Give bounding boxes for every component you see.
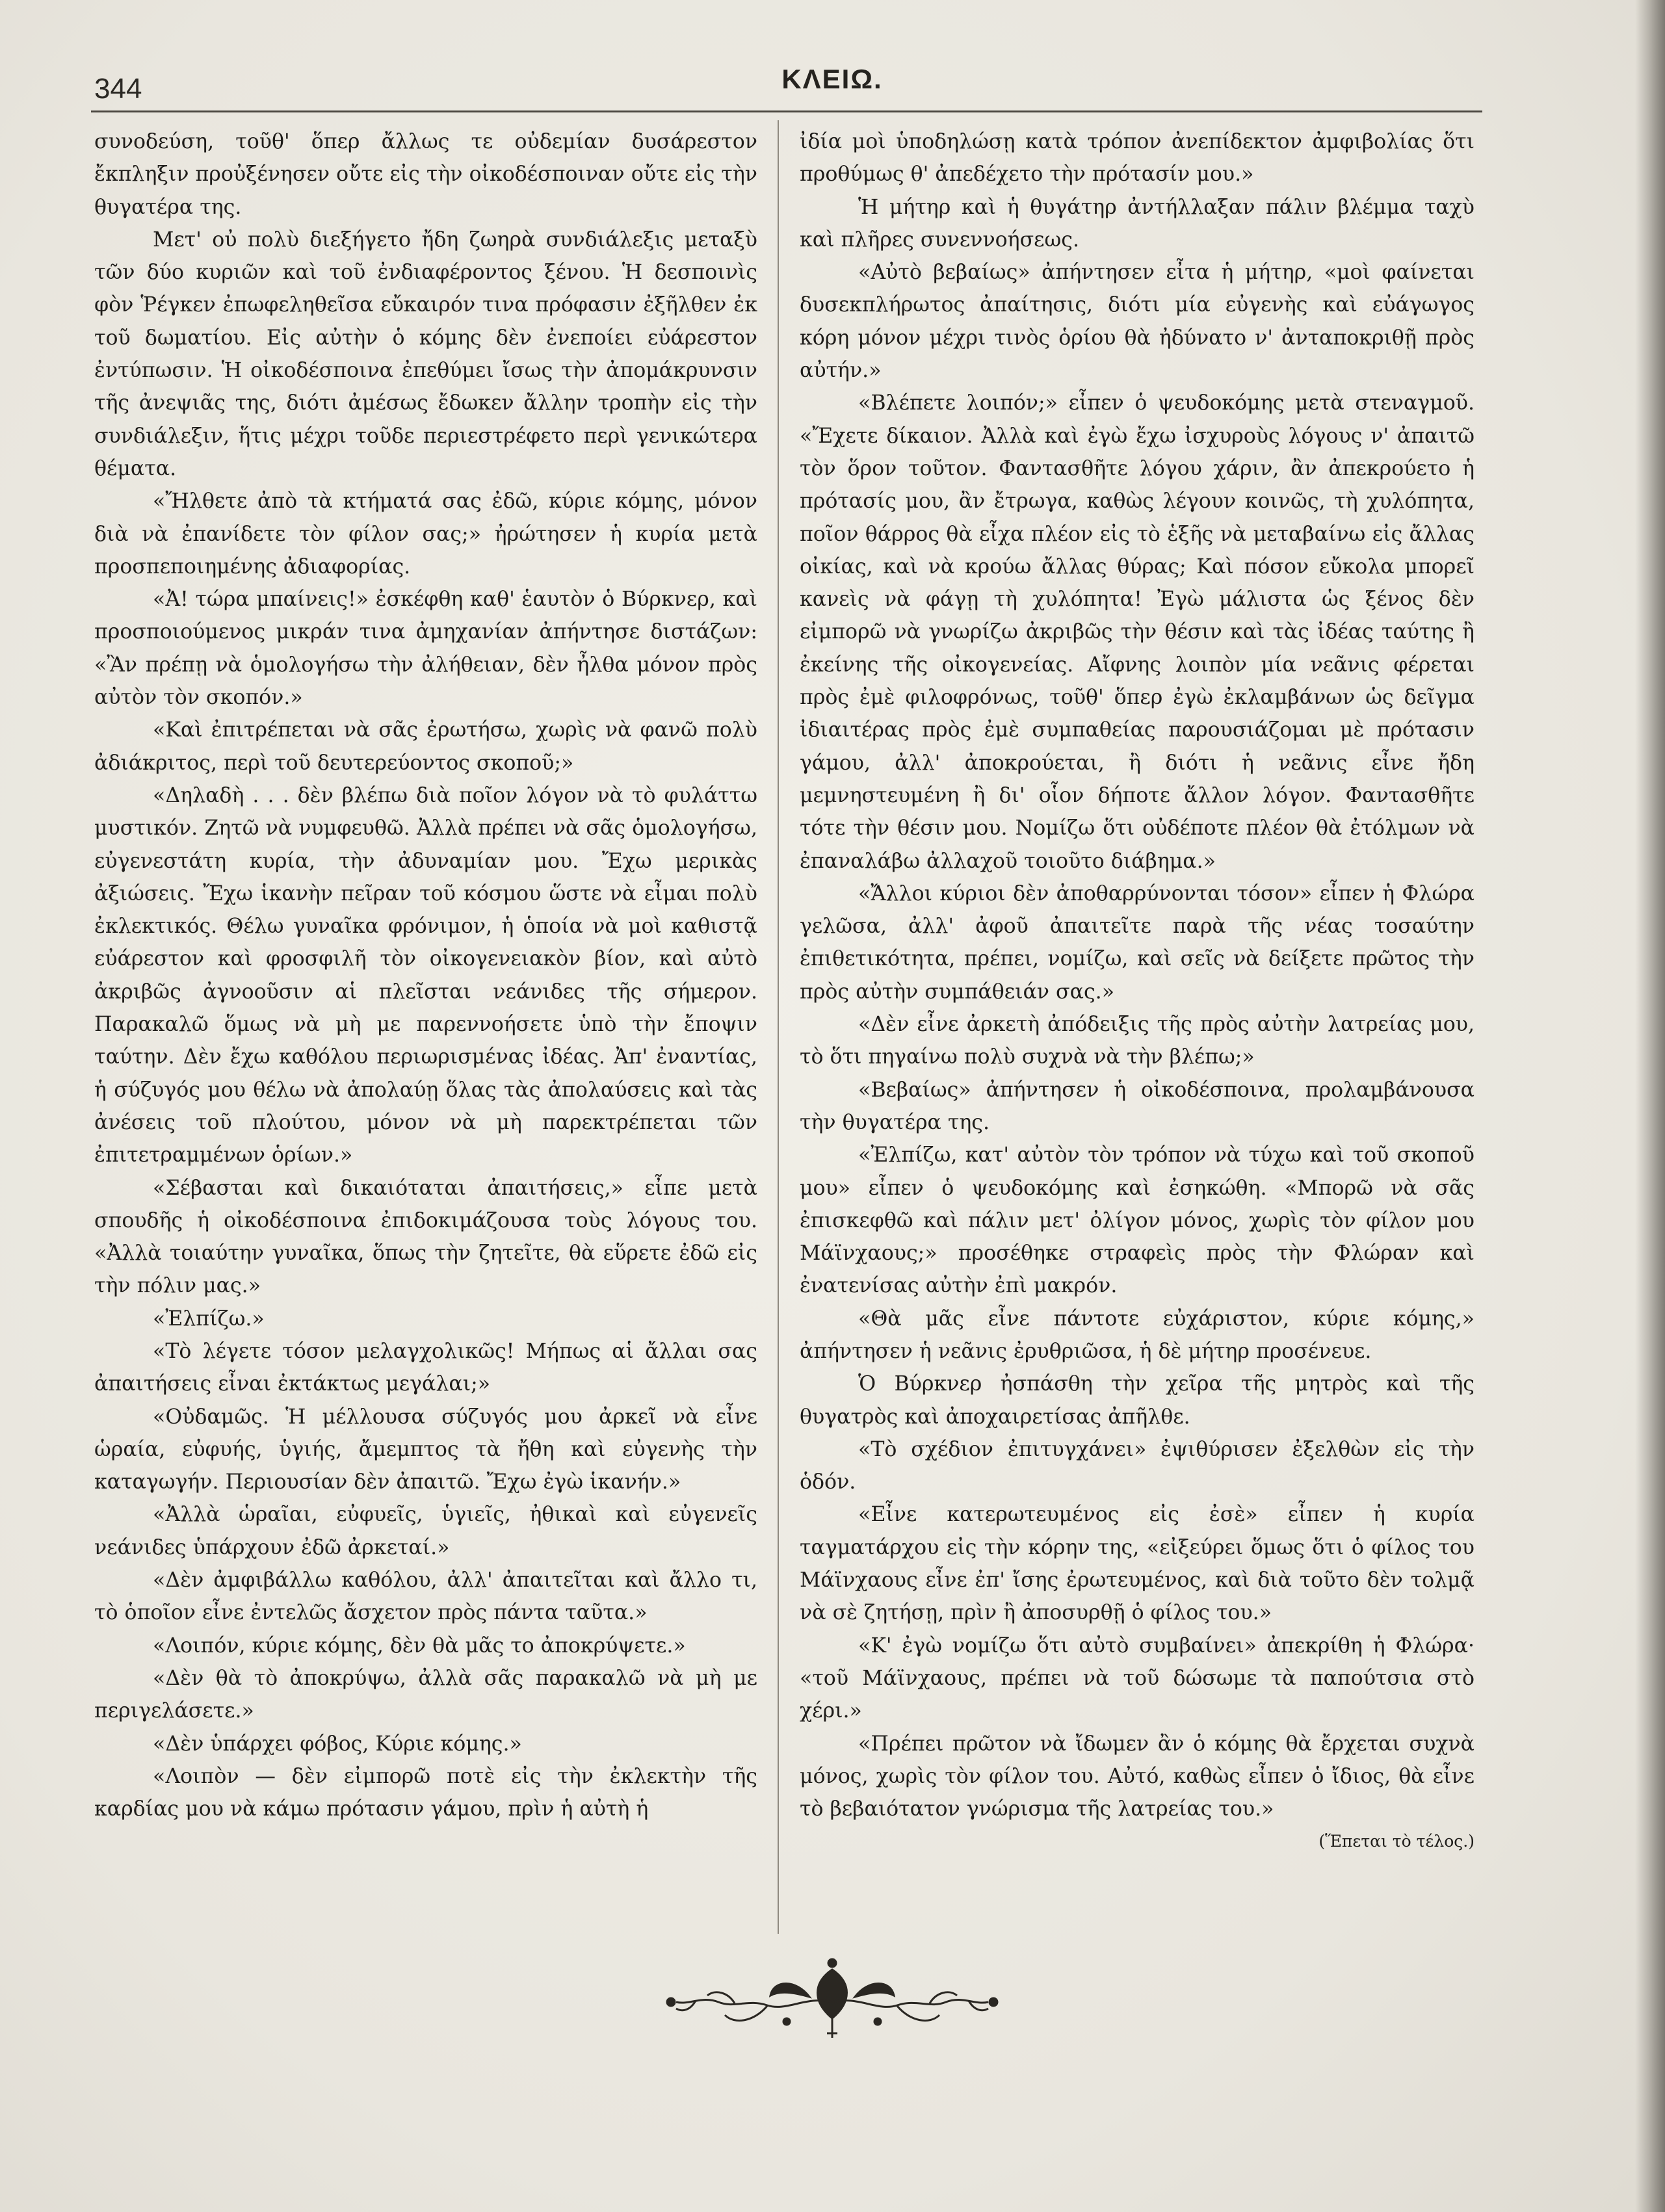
continued-note: (Ἕπεται τὸ τέλος.): [1318, 1832, 1475, 1851]
binding-shadow: [1635, 0, 1665, 2212]
paragraph: Ὁ Βύρκνερ ἠσπάσθη τὴν χεῖρα τῆς μητρὸς καὶ τῆς θυγατρὸς καὶ ἀποχαιρετίσας ἀπῆλθε.: [800, 1372, 1475, 1429]
paragraph: «Οὐδαμῶς. Ἡ μέλλουσα σύζυγός μου ἀρκεῖ νὰ εἶνε ὡραία, εὐφυής, ὑγιής, ἄμεμπτος τὰ ἤθη καὶ εὐγενὴς τὴν καταγωγήν. Περιουσίαν δὲν ἀπαιτῶ. Ἔχω ἐγὼ ἱκανήν.»: [94, 1405, 757, 1494]
column-divider: [778, 120, 779, 1934]
paragraph: [800, 1728, 1475, 1851]
paragraph: «Δὲν ἀμφιβάλλω καθόλου, ἀλλ' ἀπαιτεῖται καὶ ἄλλο τι, τὸ ὁποῖον εἶνε ἐντελῶς ἄσχετον πρὸς πάντα ταῦτα.»: [94, 1568, 757, 1625]
paragraph: «Κ' ἐγὼ νομίζω ὅτι αὐτὸ συμβαίνει» ἀπεκρίθη ἡ Φλώρα· «τοῦ Μάϊνχαους, πρέπει νὰ τοῦ δώσωμε τὰ παπούτσια στὸ χέρι.»: [800, 1633, 1475, 1723]
paragraph: «Ἐλπίζω.»: [153, 1307, 265, 1331]
paragraph: «Λοιπόν, κύριε κόμης, δὲν θὰ μᾶς το ἀποκρύψετε.»: [153, 1633, 686, 1658]
paragraph: «Ἀλλὰ ὡραῖαι, εὐφυεῖς, ὑγιεῖς, ἠθικαὶ καὶ εὐγενεῖς νεάνιδες ὑπάρχουν ἐδῶ ἀρκεταί.»: [94, 1503, 757, 1559]
paragraph: «Λοιπὸν — δὲν εἰμπορῶ ποτὲ εἰς τὴν ἐκλεκτὴν τῆς καρδίας μου νὰ κάμω πρότασιν γάμου, πρὶν ἡ αὐτὴ ἡ: [94, 1764, 757, 1821]
paragraph: «Τὸ λέγετε τόσον μελαγχολικῶς! Μήπως αἱ ἄλλαι σας ἀπαιτήσεις εἶναι ἐκτάκτως μεγάλαι;»: [94, 1339, 757, 1396]
paragraph: «Δὲν θὰ τὸ ἀποκρύψω, ἀλλὰ σᾶς παρακαλῶ νὰ μὴ με περιγελάσετε.»: [94, 1666, 757, 1723]
left-column: [94, 125, 757, 1825]
paragraph: «Ἐλπίζω, κατ' αὐτὸν τὸν τρόπον νὰ τύχω καὶ τοῦ σκοποῦ μου» εἶπεν ὁ ψευδοκόμης καὶ ἐσηκώθη. «Μπορῶ νὰ σᾶς ἐπισκεφθῶ καὶ πάλιν μετ' ὀλίγον μόνος, χωρὶς τὸν φίλον μου Μάϊνχαους;» προσέθηκε στραφεὶς πρὸς τὴν Φλώραν καὶ ἐνατενίσας αὐτὴν ἐπὶ μακρόν.: [800, 1143, 1475, 1298]
paragraph: «Δὲν ὑπάρχει φόβος, Κύριε κόμης.»: [153, 1732, 522, 1756]
paragraph: «Βεβαίως» ἀπήντησεν ἡ οἰκοδέσποινα, προλαμβάνουσα τὴν θυγατέρα της.: [800, 1078, 1475, 1134]
paragraph: «Δὲν εἶνε ἀρκετὴ ἀπόδειξις τῆς πρὸς αὐτὴν λατρείας μου, τὸ ὅτι πηγαίνω πολὺ συχνὰ νὰ τὴν βλέπω;»: [800, 1013, 1475, 1069]
paragraph: Μετ' οὐ πολὺ διεξήγετο ἤδη ζωηρὰ συνδιάλεξις μεταξὺ τῶν δύο κυριῶν καὶ τοῦ ἐνδιαφέροντος ξένου. Ἡ δεσποινὶς φὸν Ῥέγκεν ἐπωφεληθεῖσα εὔκαιρόν τινα πρόφασιν ἐξῆλθεν ἐκ τοῦ δωματίου. Εἰς αὐτὴν ὁ κόμης δὲν ἐνεποίει εὐάρεστον ἐντύπωσιν. Ἡ οἰκοδέσποινα ἐπεθύμει ἴσως τὴν ἀπομάκρυνσιν τῆς ἀνεψιᾶς της, διότι ἀμέσως ἔδωκεν ἄλλην τροπὴν εἰς τὴν συνδιάλεξιν, ἥτις μέχρι τοῦδε περιεστρέφετο περὶ γενικώτερα θέματα.: [94, 228, 757, 480]
paragraph: συνοδεύση, τοῦθ' ὅπερ ἄλλως τε οὐδεμίαν δυσάρεστον ἔκπληξιν προὐξένησεν οὔτε εἰς τὴν οἰκοδέσποιναν οὔτε εἰς τὴν θυγατέρα της.: [94, 130, 757, 219]
paragraph: «Θὰ μᾶς εἶνε πάντοτε εὐχάριστον, κύριε κόμης,» ἀπήντησεν ἡ νεᾶνις ἐρυθριῶσα, ἡ δὲ μήτηρ προσένευε.: [800, 1307, 1475, 1363]
paragraph: «Αὐτὸ βεβαίως» ἀπήντησεν εἶτα ἡ μήτηρ, «μοὶ φαίνεται δυσεκπλήρωτος ἀπαίτησις, διότι μία εὐγενὴς καὶ εὐάγωγος κόρη μόνον μέχρι τινὸς ὁρίου θὰ ἠδύνατο ν' ἀνταποκριθῇ πρὸς αὐτήν.»: [800, 261, 1475, 383]
paragraph: «Δηλαδὴ . . . δὲν βλέπω διὰ ποῖον λόγον νὰ τὸ φυλάττω μυστικόν. Ζητῶ νὰ νυμφευθῶ. Ἀλλὰ πρέπει νὰ σᾶς ὁμολογήσω, εὐγενεστάτη κυρία, τὴν ἀδυναμίαν μου. Ἔχω μερικὰς ἀξιώσεις. Ἔχω ἱκανὴν πεῖραν τοῦ κόσμου ὥστε νὰ εἶμαι πολὺ ἐκλεκτικός. Θέλω γυναῖκα φρόνιμον, ἡ ὁποία νὰ μοὶ καθιστᾷ εὐάρεστον καὶ φροσφιλῆ τὸν οἰκογενειακὸν βίον, καὶ αὐτὸ ἀκριβῶς ἀγνοοῦσιν αἱ πλεῖσται νεάνιδες τῆς σήμερον. Παρακαλῶ ὅμως νὰ μὴ με παρεννοήσετε ὑπὸ τὴν ἔποψιν ταύτην. Δὲν ἔχω καθόλου περιωρισμένας ἰδέας. Ἀπ' ἐναντίας, ἡ σύζυγός μου θέλω νὰ ἀπολαύῃ ὅλας τὰς ἀπολαύσεις καὶ τὰς ἀνέσεις τοῦ πλούτου, μόνον νὰ μὴ παρεκτρέπεται τῶν ἐπιτετραμμένων ὁρίων.»: [94, 783, 757, 1167]
paragraph: «Εἶνε κατερωτευμένος εἰς ἐσὲ» εἶπεν ἡ κυρία ταγματάρχου εἰς τὴν κόρην της, «εἰξεύρει ὅμως ὅτι ὁ φίλος του Μάϊνχαους εἶνε ἐπ' ἴσης ἐρωτευμένος, καὶ διὰ τοῦτο δὲν τολμᾷ νὰ σὲ ζητήσῃ, πρὶν ἢ ἀποσυρθῇ ὁ φίλος του.»: [800, 1503, 1475, 1625]
paragraph-text: «Πρέπει πρῶτον νὰ ἴδωμεν ἂν ὁ κόμης θὰ ἔρχεται συχνὰ μόνος, χωρὶς τὸν φίλον του. Αὐτό, καθὼς εἶπεν ὁ ἴδιος, θὰ εἶνε τὸ βεβαιότατον γνώρισμα τῆς λατρείας του.»: [800, 1732, 1475, 1821]
paragraph: «Ἤλθετε ἀπὸ τὰ κτήματά σας ἐδῶ, κύριε κόμης, μόνον διὰ νὰ ἐπανίδετε τὸν φίλον σας;» ἠρώτησεν ἡ κυρία μετὰ προσπεποιημένης ἀδιαφορίας.: [94, 489, 757, 579]
paragraph: «Καὶ ἐπιτρέπεται νὰ σᾶς ἐρωτήσω, χωρὶς νὰ φανῶ πολὺ ἀδιάκριτος, περὶ τοῦ δευτερεύοντος σκοποῦ;»: [94, 718, 757, 775]
paragraph: ἰδία μοὶ ὑποδηλώσῃ κατὰ τρόπον ἀνεπίδεκτον ἀμφιβολίας ὅτι προθύμως θ' ἀπεδέχετο τὴν πρότασίν μου.»: [800, 130, 1475, 187]
paragraph: Ἡ μήτηρ καὶ ἡ θυγάτηρ ἀντήλλαξαν πάλιν βλέμμα ταχὺ καὶ πλῆρες συνεννοήσεως.: [800, 195, 1475, 252]
paragraph: «Ἄλλοι κύριοι δὲν ἀποθαρρύνονται τόσον» εἶπεν ἡ Φλώρα γελῶσα, ἀλλ' ἀφοῦ ἀπαιτεῖτε παρὰ τῆς νέας τοσαύτην ἐπιθετικότητα, πρέπει, νομίζω, καὶ σεῖς νὰ δείξετε πρῶτος τὴν πρὸς αὐτὴν συμπάθειάν σας.»: [800, 881, 1475, 1004]
paragraph: «Ἀ! τώρα μπαίνεις!» ἐσκέφθη καθ' ἑαυτὸν ὁ Βύρκνερ, καὶ προσποιούμενος μικράν τινα ἀμηχανίαν ἀπήντησε διστάζων: «Ἂν πρέπῃ νὰ ὁμολογήσω τὴν ἀλήθειαν, δὲν ἦλθα μόνον πρὸς αὐτὸν τὸν σκοπόν.»: [94, 588, 757, 710]
fleuron-ornament-icon: [657, 1957, 1008, 2048]
paragraph: «Βλέπετε λοιπόν;» εἶπεν ὁ ψευδοκόμης μετὰ στεναγμοῦ. «Ἔχετε δίκαιον. Ἀλλὰ καὶ ἐγὼ ἔχω ἰσχυροὺς λόγους ν' ἀπαιτῶ τὸν ὅρον τοῦτον. Φαντασθῆτε λόγου χάριν, ἂν ἀπεκρούετο ἡ πρότασίς μου, ἂν ἔτρωγα, καθὼς λέγουν κοινῶς, τὴ χυλόπητα, ποῖον θάρρος θὰ εἶχα πλέον εἰς τὸ ἑξῆς νὰ μεταβαίνω εἰς ἄλλας οἰκίας, καὶ νὰ κρούω ἄλλας θύρας; Καὶ πόσον εὔκολα μπορεῖ κανεὶς νὰ φάγῃ τὴ χυλόπητα! Ἐγὼ μάλιστα ὡς ξένος δὲν εἰμπορῶ νὰ γνωρίζω ἀκριβῶς τὴν θέσιν καὶ τὰς ἰδέας ταύτης ἢ ἐκείνης τῆς οἰκογενείας. Αἴφνης λοιπὸν μία νεᾶνις φέρεται πρὸς ἐμὲ φιλοφρόνως, τοῦθ' ὅπερ ἐγὼ ἐκλαμβάνων ὡς δεῖγμα ἰδιαιτέρας πρὸς ἐμὲ συμπαθείας παρουσιάζομαι μὲ πρότασιν γάμου, ἀλλ' ἀποκρούεται, ἢ διότι ἡ νεᾶνις εἶνε ἤδη μεμνηστευμένη ἢ δι' οἷον δήποτε ἄλλον λόγον. Φαντασθῆτε τότε τὴν θέσιν μου. Νομίζω ὅτι οὐδέποτε πλέον θὰ ἐτόλμων νὰ ἐπαναλάβω ἀλλαχοῦ τοιοῦτο διάβημα.»: [800, 391, 1475, 873]
paragraph: «Τὸ σχέδιον ἐπιτυγχάνει» ἐψιθύρισεν ἐξελθὼν εἰς τὴν ὁδόν.: [800, 1437, 1475, 1494]
right-column: [800, 125, 1475, 1858]
page-number: 344: [94, 73, 142, 105]
header-rule: [91, 111, 1482, 112]
running-head: ΚΛΕΙΩ.: [781, 64, 883, 94]
paragraph: «Σέβασται καὶ δικαιόταται ἀπαιτήσεις,» εἶπε μετὰ σπουδῆς ἡ οἰκοδέσποινα ἐπιδοκιμάζουσα τοὺς λόγους του. «Ἀλλὰ τοιαύτην γυναῖκα, ὅπως τὴν ζητεῖτε, θὰ εὕρετε ἐδῶ εἰς τὴν πόλιν μας.»: [94, 1176, 757, 1298]
